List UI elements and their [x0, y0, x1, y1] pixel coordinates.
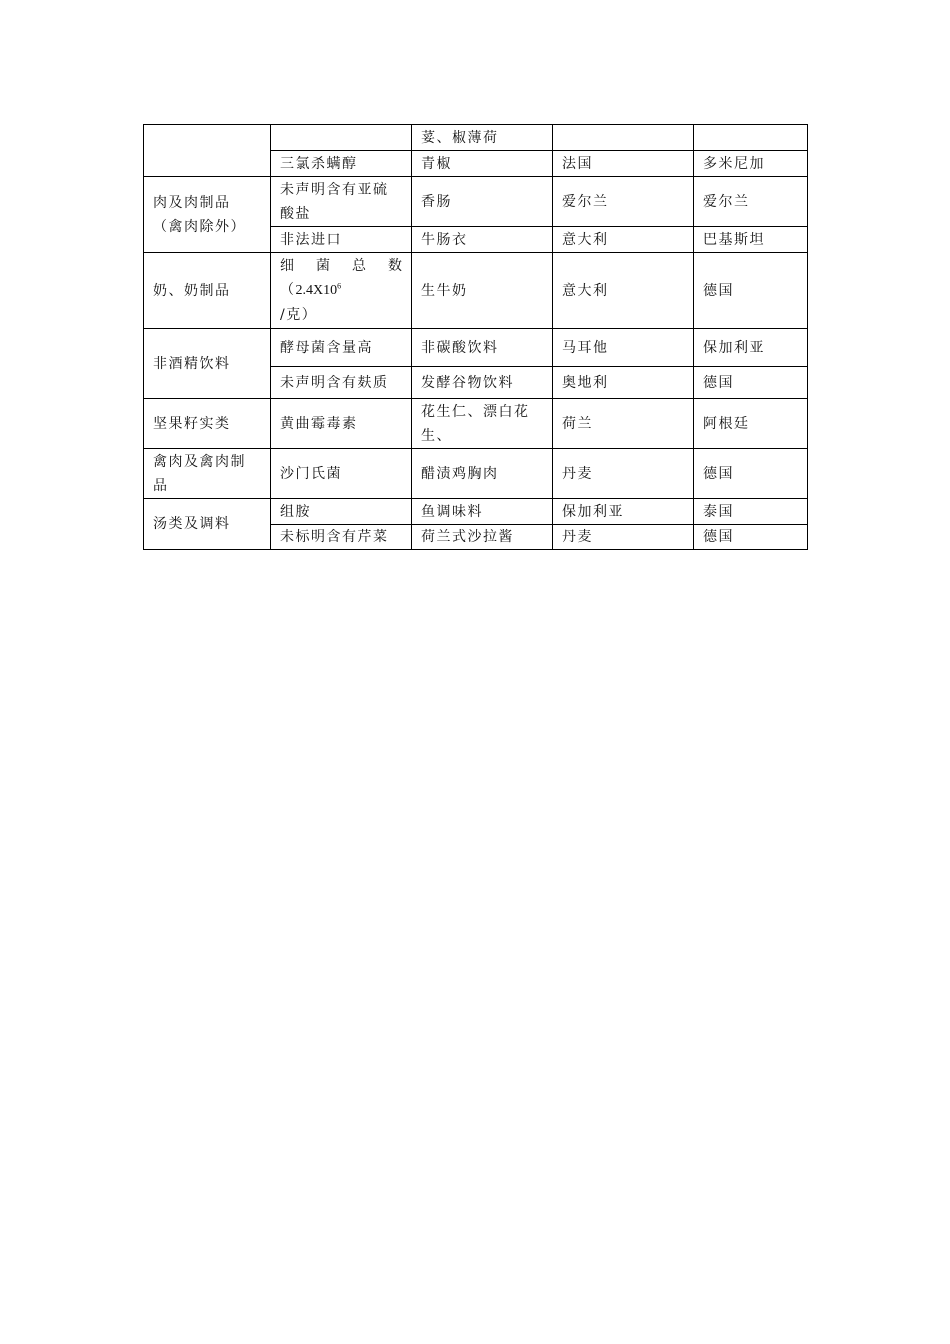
reason-value: 2.4X10 [295, 283, 338, 298]
notification-table [143, 124, 808, 550]
product-cell: 荷兰式沙拉酱 [412, 525, 553, 550]
origin-cell: 荷兰 [553, 399, 694, 449]
category-cell: 禽肉及禽肉制品 [144, 449, 271, 499]
notifier-cell: 保加利亚 [694, 329, 808, 367]
origin-cell: 意大利 [553, 227, 694, 253]
table-row [144, 449, 808, 499]
origin-cell: 丹麦 [553, 449, 694, 499]
notifier-cell: 多米尼加 [694, 151, 808, 177]
notifier-cell: 德国 [694, 367, 808, 399]
table-row [144, 253, 808, 329]
product-cell: 牛肠衣 [412, 227, 553, 253]
origin-cell [553, 125, 694, 151]
reason-spread-line [280, 254, 402, 278]
reason-cell: 未标明含有芹菜 [271, 525, 412, 550]
notifier-cell: 巴基斯坦 [694, 227, 808, 253]
reason-cell: 未声明含有亚硫酸盐 [271, 177, 412, 227]
category-cell: 坚果籽实类 [144, 399, 271, 449]
origin-cell: 马耳他 [553, 329, 694, 367]
reason-value-line [280, 278, 402, 303]
product-cell: 发酵谷物饮料 [412, 367, 553, 399]
product-cell: 香肠 [412, 177, 553, 227]
origin-cell: 奥地利 [553, 367, 694, 399]
origin-cell: 丹麦 [553, 525, 694, 550]
category-cell: 肉及肉制品（禽肉除外） [144, 177, 271, 253]
reason-cell: 沙门氏菌 [271, 449, 412, 499]
notifier-cell: 德国 [694, 449, 808, 499]
notifier-cell: 爱尔兰 [694, 177, 808, 227]
product-cell: 醋渍鸡胸肉 [412, 449, 553, 499]
reason-cell: 未声明含有麸质 [271, 367, 412, 399]
reason-exponent: 6 [337, 281, 342, 291]
product-cell: 青椒 [412, 151, 553, 177]
category-cell [144, 125, 271, 177]
reason-cell [271, 125, 412, 151]
notifier-cell: 泰国 [694, 499, 808, 525]
reason-char: 菌 [316, 258, 330, 274]
origin-cell: 法国 [553, 151, 694, 177]
origin-cell: 爱尔兰 [553, 177, 694, 227]
category-cell: 非酒精饮料 [144, 329, 271, 399]
reason-cell: 酵母菌含量高 [271, 329, 412, 367]
origin-cell: 意大利 [553, 253, 694, 329]
product-cell: 花生仁、漂白花生、 [412, 399, 553, 449]
product-cell: 非碳酸饮料 [412, 329, 553, 367]
product-cell: 鱼调味料 [412, 499, 553, 525]
table-row [144, 177, 808, 227]
origin-cell: 保加利亚 [553, 499, 694, 525]
table-row [144, 125, 808, 151]
notifier-cell: 德国 [694, 525, 808, 550]
category-cell: 奶、奶制品 [144, 253, 271, 329]
category-cell: 汤类及调料 [144, 499, 271, 550]
notifier-cell: 德国 [694, 253, 808, 329]
table-row [144, 399, 808, 449]
reason-unit: /克） [280, 307, 318, 323]
notifier-cell: 阿根廷 [694, 399, 808, 449]
notifier-cell [694, 125, 808, 151]
reason-cell: 组胺 [271, 499, 412, 525]
reason-char: 总 [352, 258, 366, 274]
table-row [144, 499, 808, 525]
reason-open: （ [280, 282, 296, 298]
table-row [144, 329, 808, 367]
reason-char: 数 [388, 258, 402, 274]
product-cell: 生牛奶 [412, 253, 553, 329]
reason-cell: 非法进口 [271, 227, 412, 253]
reason-cell: 三氯杀螨醇 [271, 151, 412, 177]
reason-cell: 黄曲霉毒素 [271, 399, 412, 449]
product-cell: 荽、椒薄荷 [412, 125, 553, 151]
reason-char: 细 [280, 258, 294, 274]
reason-cell [271, 253, 412, 329]
